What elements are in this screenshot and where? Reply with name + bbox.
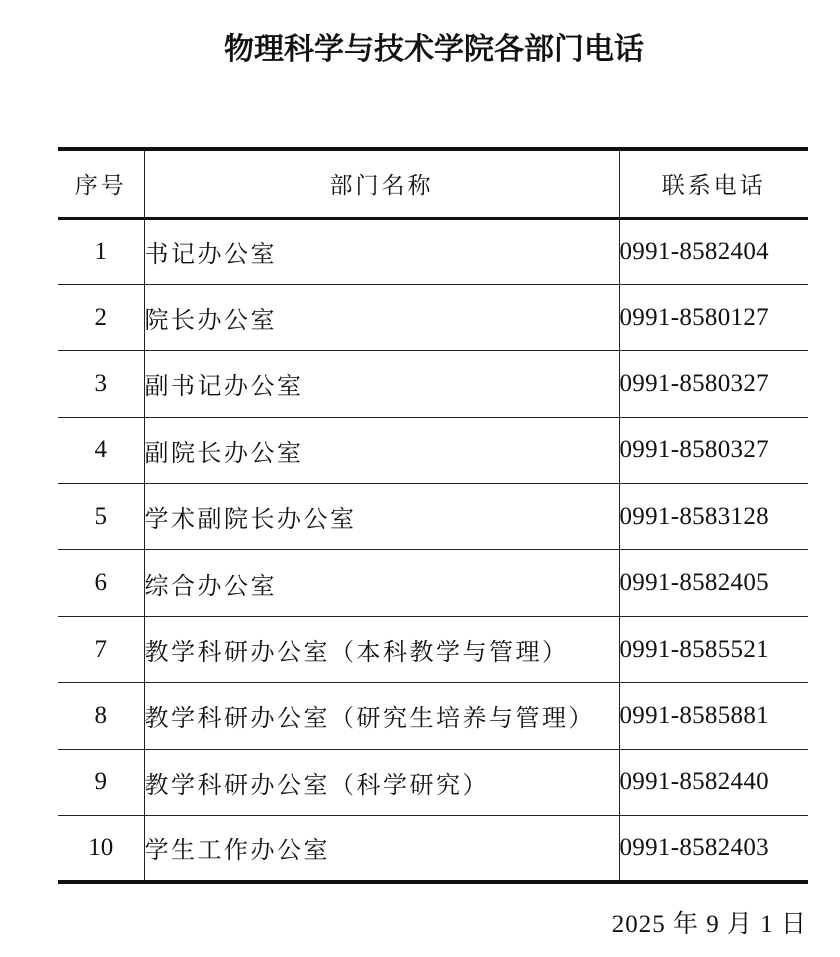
document-date: 2025 年 9 月 1 日 — [611, 911, 807, 938]
row-department: 副书记办公室 — [144, 351, 619, 417]
row-phone: 0991-8580327 — [619, 351, 808, 417]
table-row — [58, 218, 808, 284]
row-department: 书记办公室 — [144, 218, 619, 284]
row-index: 6 — [58, 550, 144, 616]
row-department: 院长办公室 — [144, 284, 619, 350]
table-row — [58, 816, 808, 882]
row-index: 8 — [58, 683, 144, 749]
row-department: 学术副院长办公室 — [144, 484, 619, 550]
row-index: 10 — [58, 816, 144, 882]
table-row — [58, 683, 808, 749]
row-index: 4 — [58, 417, 144, 483]
table-row — [58, 284, 808, 350]
row-department: 教学科研办公室（研究生培养与管理） — [144, 683, 619, 749]
row-index: 9 — [58, 749, 144, 815]
table-row — [58, 351, 808, 417]
table-row — [58, 550, 808, 616]
row-index: 7 — [58, 616, 144, 682]
header-phone: 联系电话 — [619, 149, 808, 218]
row-phone: 0991-8583128 — [619, 484, 808, 550]
row-phone: 0991-8580327 — [619, 417, 808, 483]
row-phone: 0991-8585881 — [619, 683, 808, 749]
row-department: 副院长办公室 — [144, 417, 619, 483]
row-phone: 0991-8582405 — [619, 550, 808, 616]
row-department: 教学科研办公室（科学研究） — [144, 749, 619, 815]
table-row — [58, 417, 808, 483]
row-department: 教学科研办公室（本科教学与管理） — [144, 616, 619, 682]
header-department: 部门名称 — [144, 149, 619, 218]
row-phone: 0991-8585521 — [619, 616, 808, 682]
page-title: 物理科学与技术学院各部门电话 — [224, 32, 644, 67]
row-index: 2 — [58, 284, 144, 350]
row-index: 5 — [58, 484, 144, 550]
table-header-row — [58, 149, 808, 218]
row-index: 3 — [58, 351, 144, 417]
row-phone: 0991-8582440 — [619, 749, 808, 815]
header-index: 序号 — [58, 149, 144, 218]
row-department: 综合办公室 — [144, 550, 619, 616]
row-department: 学生工作办公室 — [144, 816, 619, 882]
department-phone-table — [58, 147, 808, 884]
row-phone: 0991-8582404 — [619, 218, 808, 284]
table-row — [58, 484, 808, 550]
row-phone: 0991-8580127 — [619, 284, 808, 350]
table-row — [58, 749, 808, 815]
row-phone: 0991-8582403 — [619, 816, 808, 882]
table-row — [58, 616, 808, 682]
row-index: 1 — [58, 218, 144, 284]
